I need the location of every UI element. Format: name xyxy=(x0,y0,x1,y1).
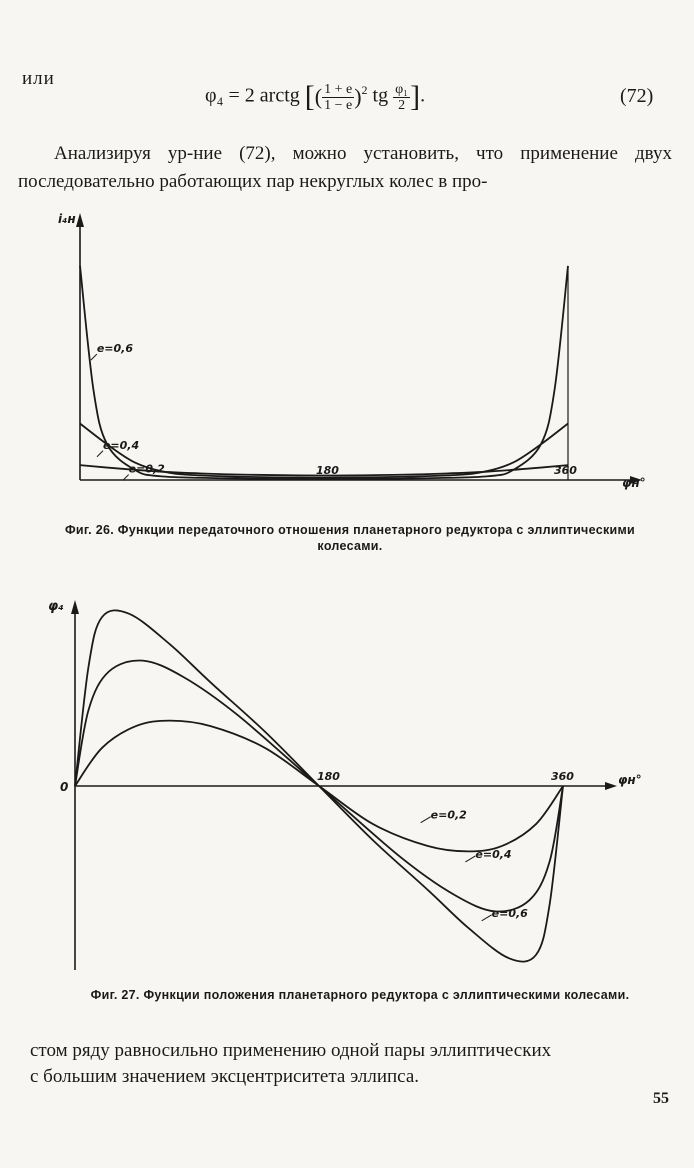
x-tick-360: 360 xyxy=(554,464,577,477)
series-label-leader-e=0,2 xyxy=(421,817,431,823)
x-tick-180: 180 xyxy=(316,464,339,477)
y-axis-label: i₄н xyxy=(58,212,76,226)
figure-27-caption: Фиг. 27. Функции положения планетарного редуктора с эллиптическими колесами. xyxy=(90,988,630,1002)
x-tick-180: 180 xyxy=(317,770,340,783)
formula-72: φ₄ = 2 arctg [( $\frac{1 + e}{1 - e}$ )$^2$ tg $\frac{\text{φ₁}}{2}$ ]. xyxy=(205,80,426,113)
x-axis-label: φн° xyxy=(622,476,646,490)
paragraph-2-line-2: с большим значением эксцентриситета эллипса. xyxy=(30,1066,420,1087)
series-label-leader-e=0,6 xyxy=(482,915,492,921)
figure-27-chart xyxy=(0,590,694,980)
y-axis-arrow xyxy=(71,600,79,614)
y-axis-label: φ₄ xyxy=(48,599,64,614)
y-axis-arrow xyxy=(76,213,84,227)
figure-26-chart xyxy=(0,205,694,505)
formula-angle: $\frac{\text{φ₁}}{2}$ xyxy=(395,81,409,113)
paragraph-2 xyxy=(30,1038,672,1090)
series-label-e=0,2: e=0,2 xyxy=(430,808,467,822)
x-tick-360: 360 xyxy=(551,770,574,783)
x-axis-arrow xyxy=(605,782,617,790)
paragraph-1: Анализируя ур-ние (72), можно установить, что применение двух последовательно работающих пар некруглых колес в про- xyxy=(18,143,672,192)
formula-tg: tg xyxy=(372,84,389,107)
equation-number: (72) xyxy=(620,85,654,107)
series-label-leader-e=0,4 xyxy=(465,856,475,862)
series-line-e=0,6 xyxy=(80,266,568,479)
formula-fraction: $\frac{1 + e}{1 - e}$ xyxy=(324,81,353,113)
x-axis-label: φн° xyxy=(618,773,642,787)
series-label-e=0,4: e=0,4 xyxy=(102,438,140,452)
origin-label: 0 xyxy=(60,780,69,794)
formula-lhs: φ₄ = 2 arctg xyxy=(205,84,300,107)
series-label-e=0,2: e=0,2 xyxy=(128,462,165,476)
page-number: 55 xyxy=(653,1090,669,1107)
series-label-e=0,6: e=0,6 xyxy=(491,906,528,920)
paragraph-2-line-1: стом ряду равносильно применению одной пары эллиптических xyxy=(30,1040,552,1061)
or-word: или xyxy=(22,68,55,89)
figure-26-caption: Фиг. 26. Функции передаточного отношения планетарного редуктора с эллиптическими колесами. xyxy=(64,523,636,553)
series-label-e=0,6: e=0,6 xyxy=(96,342,134,356)
series-label-e=0,4: e=0,4 xyxy=(475,847,512,861)
